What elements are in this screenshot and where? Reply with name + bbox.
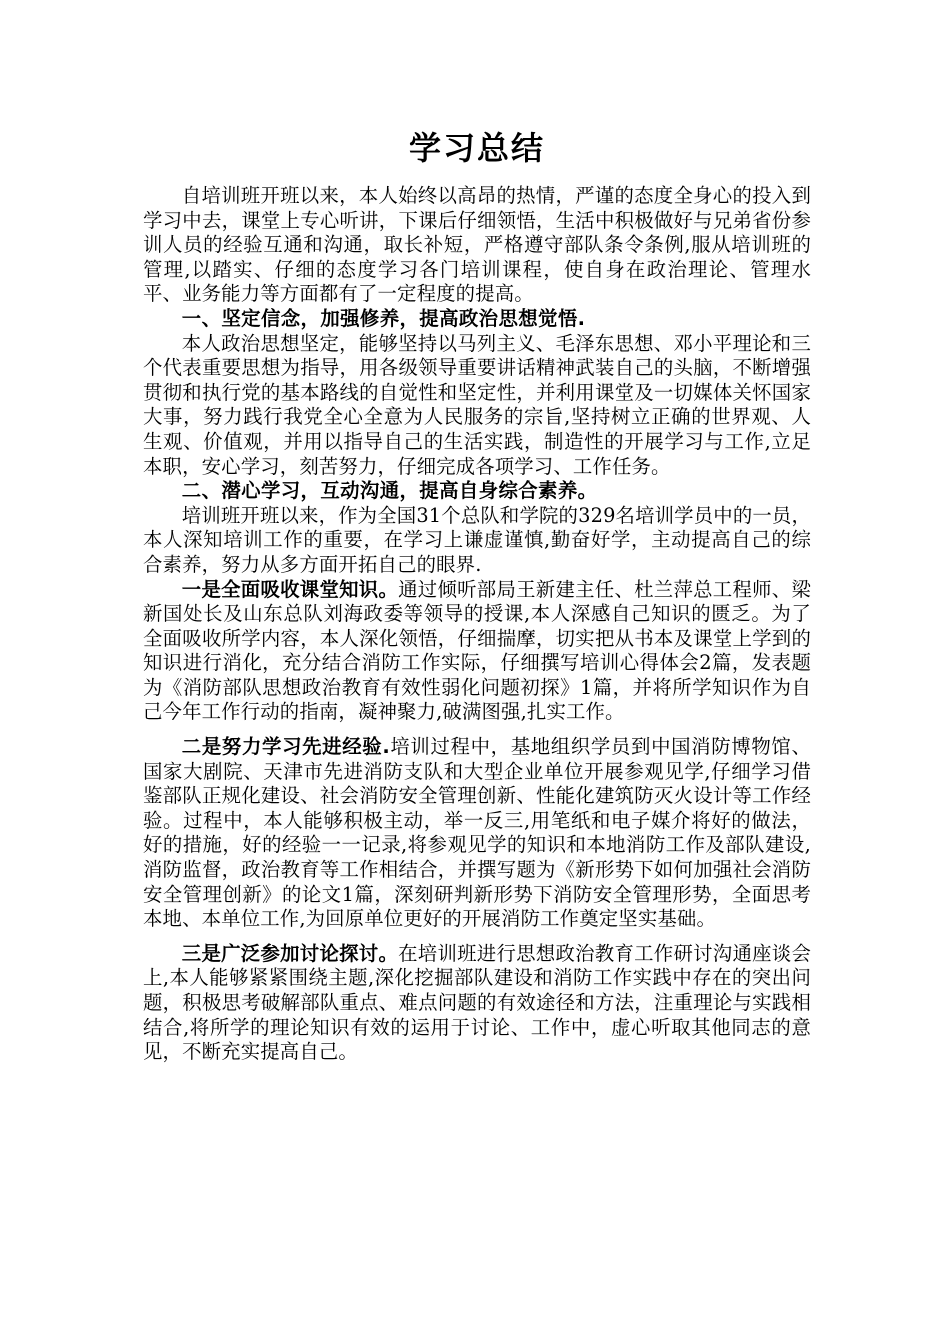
section-1-heading: 一、坚定信念，加强修养，提高政治思想觉悟. <box>181 306 586 330</box>
item-2-body: 培训过程中，基地组织学员到中国消防博物馆、国家大剧院、天津市先进消防支队和大型企业单位开展参观见学,仔细学习借鉴部队正规化建设、社会消防安全管理创新、性能化建筑防灭火设计等工作经验。过程中，本人能够积极主动，举一反三,用笔纸和电子媒介将好的做法，好的措施，好的经验一一记录,将参观见学的知识和本地消防工作及部队建设,消防监督，政治教育等工作相结合，并撰写题为《新形势下如何加强社会消防安全管理创新》的论文1篇，深刻研判新形势下消防安全管理形势，全面思考本地、本单位工作,为回原单位更好的开展消防工作奠定坚实基础。 <box>143 735 811 931</box>
section-2-paragraph: 培训班开班以来，作为全国31个总队和学院的329名培训学员中的一员，本人深知培训工作的重要，在学习上谦虚谨慎,勤奋好学，主动提高自己的综合素养，努力从多方面开拓自己的眼界. <box>143 503 811 576</box>
item-2-paragraph <box>143 735 811 932</box>
paragraph-gap <box>143 725 811 735</box>
document-title: 学习总结 <box>408 129 545 167</box>
paragraph-gap <box>143 932 811 942</box>
section-2-heading: 二、潜心学习，互动沟通，提高自身综合素养。 <box>181 479 598 503</box>
item-2-lead: 二是努力学习先进经验. <box>181 735 390 759</box>
item-3-body: 在培训班进行思想政治教育工作研讨沟通座谈会上,本人能够紧紧围绕主题,深化挖掘部队建设和消防工作实践中存在的突出问题，积极思考破解部队重点、难点问题的有效途径和方法，注重理论与实践相结合,将所学的理论知识有效的运用于讨论、工作中，虚心听取其他同志的意见，不断充实提高自己。 <box>143 941 811 1064</box>
item-1-body: 通过倾听部局王新建主任、杜兰萍总工程师、梁新国处长及山东总队刘海政委等领导的授课,本人深感自己知识的匮乏。为了全面吸收所学内容，本人深化领悟，仔细揣摩，切实把从书本及课堂上学到的知识进行消化，充分结合消防工作实际，仔细撰写培训心得体会2篇，发表题为《消防部队思想政治教育有效性弱化问题初探》1篇，并将所学知识作为自己今年工作行动的指南，凝神聚力,破满图强,扎实工作。 <box>143 577 811 724</box>
section-1-paragraph: 本人政治思想坚定，能够坚持以马列主义、毛泽东思想、邓小平理论和三个代表重要思想为指导，用各级领导重要讲话精神武装自己的头脑，不断增强贯彻和执行党的基本路线的自觉性和坚定性，并利用课堂及一切媒体关怀国家大事，努力践行我党全心全意为人民服务的宗旨,坚持树立正确的世界观、人生观、价值观，并用以指导自己的生活实践，制造性的开展学习与工作,立足本职，安心学习，刻苦努力，仔细完成各项学习、工作任务。 <box>143 331 811 478</box>
item-3-lead: 三是广泛参加讨论探讨。 <box>181 941 399 965</box>
item-3-paragraph <box>143 942 811 1065</box>
document-page <box>143 126 811 1065</box>
intro-paragraph: 自培训班开班以来，本人始终以高昂的热情，严谨的态度全身心的投入到学习中去，课堂上专心听讲，下课后仔细领悟，生活中积极做好与兄弟省份参训人员的经验互通和沟通，取长补短，严格遵守部队条令条例,服从培训班的管理,以踏实、仔细的态度学习各门培训课程，使自身在政治理论、管理水平、业务能力等方面都有了一定程度的提高。 <box>143 184 811 306</box>
item-1-lead: 一是全面吸收课堂知识。 <box>181 577 399 601</box>
item-1-paragraph <box>143 578 811 726</box>
